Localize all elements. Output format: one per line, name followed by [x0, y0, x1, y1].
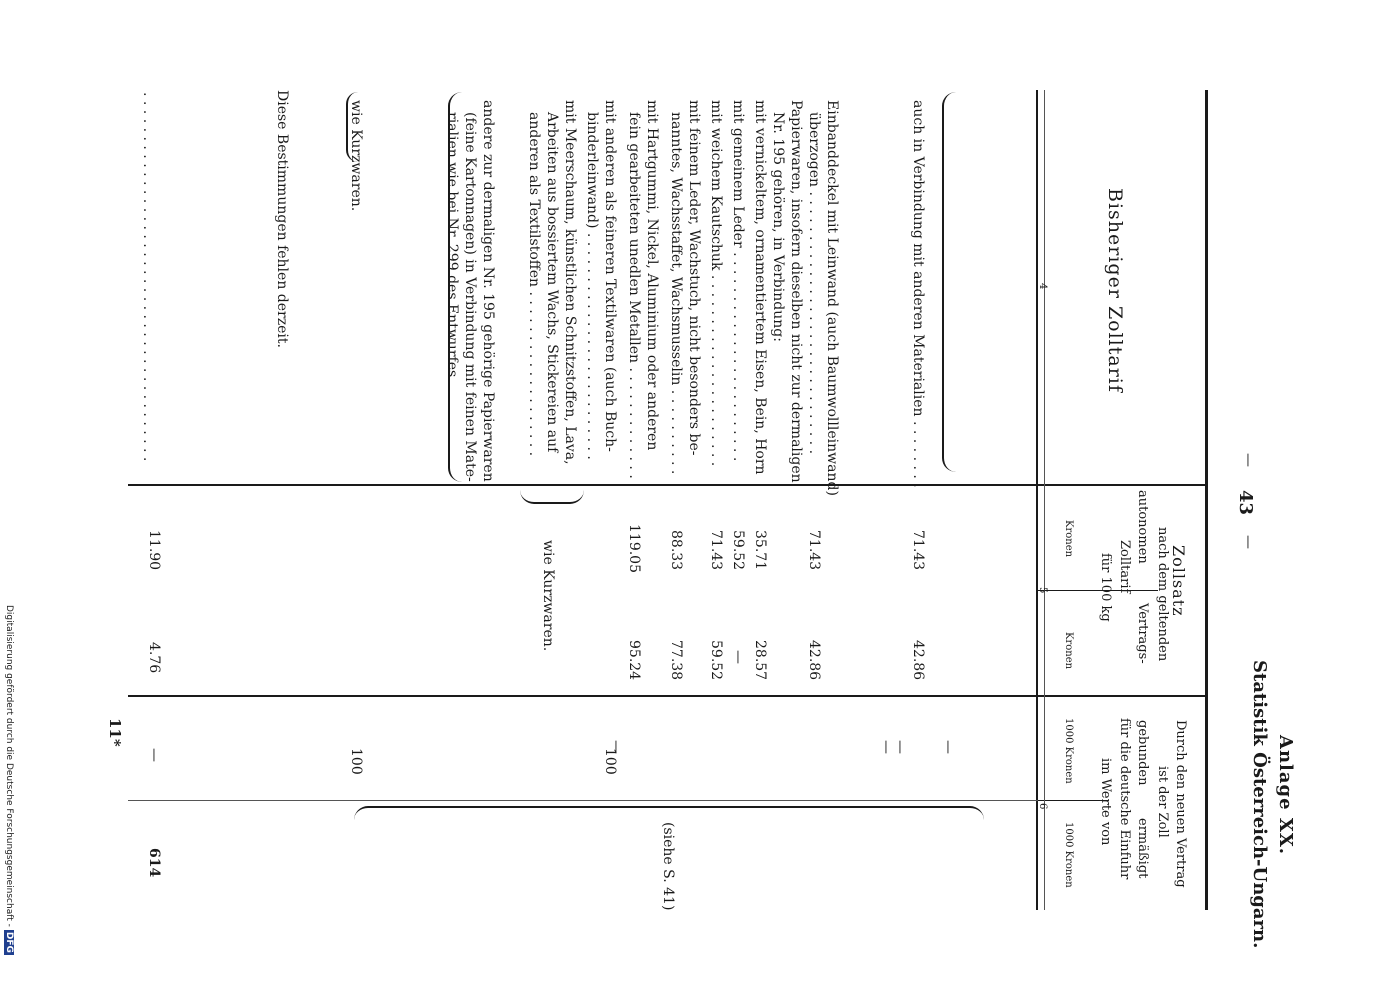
- row8-auto: 119.05: [626, 524, 642, 573]
- page-dash-right: —: [1240, 535, 1256, 549]
- row10-text-1: mit Meerschaum, künstlichen Schnitzstoffen, Lava,: [562, 100, 578, 465]
- row2-text-2: überzogen . . . . . . . . . . . . . . . . . . . . . . . . . . . . . .: [806, 112, 822, 455]
- row14-vertrag: 4.76: [146, 642, 162, 674]
- row12-text: wie Kurzwaren.: [348, 100, 364, 212]
- row1-brace: [942, 92, 960, 472]
- col6-unit-a: 1000 Kronen: [1063, 718, 1074, 784]
- row3-text-2: Nr. 195 gehören, in Verbindung:: [770, 112, 786, 342]
- col-divider-4-5: [1038, 484, 1208, 486]
- row8-text-2: fein gearbeiteten unedlen Metallen . . . . . . . . . . . . .: [626, 112, 642, 479]
- col6-group-brace: [354, 806, 984, 822]
- col4-title: Bisheriger Zolltarif: [1104, 188, 1126, 393]
- col6-sub1: ist der Zoll: [1155, 766, 1170, 838]
- row9-10-col6-dash: —: [608, 740, 624, 754]
- col6-sub3: für die deutsche Einfuhr: [1117, 718, 1132, 880]
- col5-unit-vertrag: Kronen: [1063, 632, 1074, 670]
- row11-text-3: rialien wie bei Nr. 299 des Entwurfes.: [444, 112, 460, 382]
- table-top-rule: [1205, 90, 1208, 910]
- row7-auto: 88.33: [668, 530, 684, 571]
- row5-vertrag: —: [730, 650, 746, 664]
- col5-sub2a: autonomen: [1135, 490, 1150, 564]
- row10-text-3: anderen als Textilstoffen . . . . . . . . . . . . . . . . . . .: [526, 112, 542, 457]
- col5-sub1: nach dem geltenden: [1155, 527, 1170, 662]
- page-dash-left: —: [1240, 453, 1256, 467]
- row11-note: (siehe S. 41): [660, 822, 676, 911]
- row9-text-2: binderleinwand) . . . . . . . . . . . . . . . . . . . . . . . . . .: [584, 112, 600, 460]
- row14-text: . . . . . . . . . . . . . . . . . . . . . . . . . . . . . . . . . . . . . . . . . .: [140, 92, 156, 462]
- col6-number: 6: [1037, 803, 1048, 810]
- page-number: 43: [1235, 490, 1256, 516]
- row6-text: mit weichem Kautschuk . . . . . . . . . . . . . . . . . . . . . .: [708, 100, 724, 467]
- row8-vertrag: 95.24: [626, 640, 642, 681]
- row1-text: auch in Verbindung mit anderen Materialien . . . . . . . .: [910, 100, 926, 488]
- row5-text: mit gemeinem Leder . . . . . . . . . . . . . . . . . . . . . . . .: [730, 100, 746, 462]
- row5-auto: 59.52: [730, 530, 746, 571]
- col-rule-5-6: [128, 695, 1038, 697]
- row9-text-1: mit anderen als feineren Textilwaren (auch Buch-: [602, 100, 618, 452]
- row13-text: Diese Bestimmungen fehlen derzeit.: [274, 90, 290, 348]
- col6-sub2b: ermäßigt: [1135, 818, 1150, 879]
- row2-auto: 71.43: [806, 530, 822, 571]
- col5-sub2b: Vertrags-: [1135, 603, 1150, 664]
- digitization-note: [0, 605, 14, 955]
- annex-title: Anlage XX.: [1275, 735, 1296, 856]
- row3-text-1: Papierwaren, insofern dieselben nicht zur dermaligen: [788, 100, 804, 483]
- col4-number: 4: [1037, 283, 1048, 290]
- row10-text-2: Arbeiten aus bossiertem Wachs, Stickereien auf: [544, 112, 560, 453]
- row9-10-brace: [520, 488, 584, 504]
- row9-10-auto: wie Kurzwaren.: [540, 540, 556, 652]
- col6-inner-rule: [128, 800, 1038, 801]
- col-divider-5-6: [1038, 695, 1208, 697]
- row4-text: mit vernickeltem, ornamentiertem Eisen, Bein, Horn: [752, 100, 768, 475]
- col5-unit-auto: Kronen: [1063, 520, 1074, 558]
- col6-sub2a: gebunden: [1135, 720, 1150, 786]
- row11-text-2: (feine Kartonnagen) in Verbindung mit feinen Mate-: [462, 112, 478, 482]
- col6-title: Durch den neuen Vertrag: [1173, 720, 1188, 888]
- row12-col6-a: 100: [348, 748, 364, 775]
- row1-vertrag: 42.86: [910, 640, 926, 681]
- col5-sub3: Zolltarif: [1117, 540, 1132, 594]
- col6-sub4: im Werte von: [1098, 758, 1113, 846]
- header-bottom-rule: [1036, 90, 1038, 910]
- col5-number: 5: [1037, 587, 1048, 594]
- col5-sub4: für 100 kg: [1098, 553, 1113, 622]
- signature-mark: 11*: [106, 718, 124, 747]
- col5-title: Zollsatz: [1169, 545, 1188, 617]
- row7-text-2: nanntes, Wachsstaffet, Wachsmusselin . . . . . . . . . .: [668, 112, 684, 475]
- row14-col6-b: 614: [146, 848, 162, 878]
- col6-unit-b: 1000 Kronen: [1063, 822, 1074, 888]
- row11-col6-a: 100: [602, 748, 618, 775]
- row2-vertrag: 42.86: [806, 640, 822, 681]
- row11-text-1: andere zur dermaligen Nr. 195 gehörige Papierwaren: [480, 100, 496, 482]
- row4-vertrag: 28.57: [752, 640, 768, 681]
- row14-col6-a: —: [146, 748, 162, 762]
- row8-text-1: mit Hartgummi, Nickel, Aluminium oder anderen: [644, 100, 660, 451]
- row14-auto: 11.90: [146, 530, 162, 571]
- col-num-rule: [1044, 90, 1045, 910]
- row6-auto: 71.43: [708, 530, 724, 571]
- row4-auto: 35.71: [752, 530, 768, 571]
- col-rule-4-5: [128, 484, 1038, 486]
- row2-col6-dash-a: —: [892, 740, 908, 754]
- row2-col6-dash-b: —: [878, 740, 894, 754]
- dfg-logo: DFG: [4, 931, 14, 953]
- digitization-text: Digitalisierung gefördert durch die Deutsche Forschungsgemeinschaft -: [4, 605, 14, 927]
- row7-vertrag: 77.38: [668, 640, 684, 681]
- row6-vertrag: 59.52: [708, 640, 724, 681]
- row1-auto: 71.43: [910, 530, 926, 571]
- annex-subtitle: Statistik Österreich-Ungarn.: [1249, 660, 1270, 949]
- row2-text-1: Einbanddeckel mit Leinwand (auch Baumwollleinwand): [824, 100, 840, 496]
- row1-col6-dash: —: [940, 740, 956, 754]
- row7-text-1: mit feinem Leder, Wachstuch, nicht besonders be-: [686, 100, 702, 456]
